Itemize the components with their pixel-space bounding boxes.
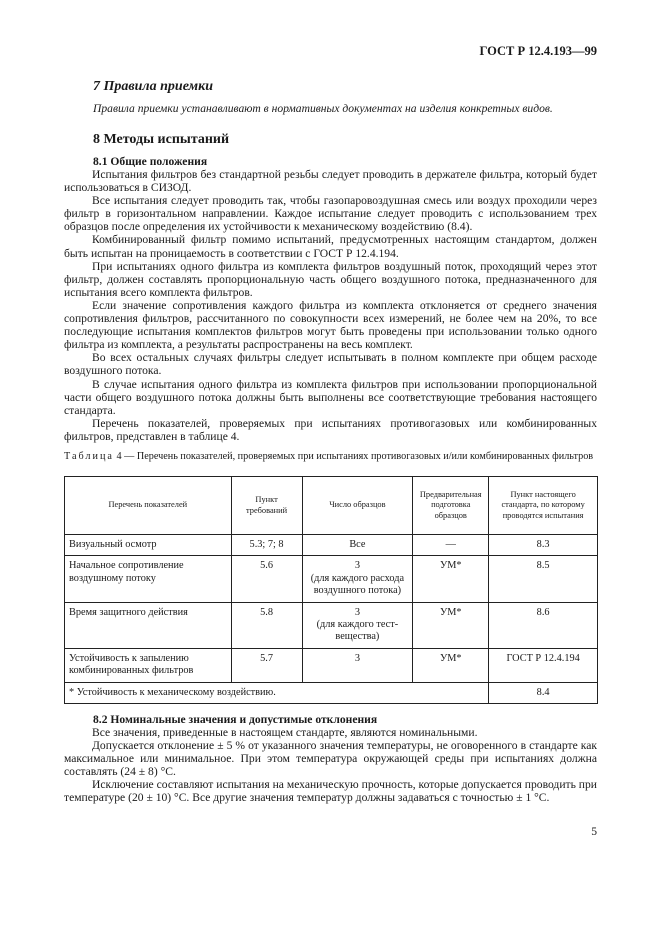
section-7-text: Правила приемки устанавливают в нормативных документах на изделия конкретных видов.	[93, 102, 553, 115]
paragraph: Комбинированный фильтр помимо испытаний, предусмотренных настоящим стандартом, должен быть испытан на проницаемость в соответствии с ГОСТ Р 12.4.194.	[64, 233, 597, 260]
table-4	[64, 476, 598, 704]
table-cell: ГОСТ Р 12.4.194	[489, 648, 598, 682]
paragraph: Исключение составляют испытания на механическую прочность, которые допускается проводить при температуре (20 ± 10) °С. Все другие значения температур должны задаваться с точностью ± 1 °С.	[64, 778, 597, 805]
table-cell: 3	[302, 648, 413, 682]
table-cell: Начальное сопротивление воздушному потоку	[65, 556, 232, 602]
table-row	[65, 535, 598, 556]
table-cell: Устойчивость к запылению комбинированных фильтров	[65, 648, 232, 682]
section-8-1-title: 8.1 Общие положения	[93, 155, 208, 168]
table-footnote-row	[65, 682, 598, 703]
table-cell: 3 (для каждого расхода воздушного потока)	[302, 556, 413, 602]
paragraph: Допускается отклонение ± 5 % от указанного значения температуры, не оговоренного в стандарте как максимальное или минимальное. При этом температура окружающей среды при испытаниях должна составлять (24 ± 8) °С.	[64, 739, 597, 779]
table-cell: Все	[302, 535, 413, 556]
table-cell: —	[413, 535, 489, 556]
section-8-2-title: 8.2 Номинальные значения и допустимые отклонения	[93, 713, 378, 726]
table-cell: 5.3; 7; 8	[231, 535, 302, 556]
table-cell: 8.3	[489, 535, 598, 556]
table-cell: УМ*	[413, 602, 489, 648]
table-row	[65, 648, 598, 682]
table-cell: 5.7	[231, 648, 302, 682]
table-cell: УМ*	[413, 556, 489, 602]
table-caption-label: Таблица	[64, 451, 114, 462]
section-8-title: 8 Методы испытаний	[93, 132, 230, 147]
table-cell: 8.5	[489, 556, 598, 602]
table-cell: 3 (для каждого тест-вещества)	[302, 602, 413, 648]
section-8-2-body	[64, 726, 597, 805]
table-cell: УМ*	[413, 648, 489, 682]
table-footnote: * Устойчивость к механическому воздействию.	[65, 682, 489, 703]
page-number: 5	[591, 825, 597, 838]
paragraph: Все испытания следует проводить так, чтобы газопаровоздушная смесь или воздух проходили через фильтр в горизонтальном направлении. Каждое испытание следует проводить с использованием трех образцов после определения их устойчивости к механическому воздействию (8.4).	[64, 194, 597, 234]
table-cell: 5.8	[231, 602, 302, 648]
table-row	[65, 602, 598, 648]
table-header-cell: Перечень показателей	[65, 477, 232, 535]
table-cell: Визуальный осмотр	[65, 535, 232, 556]
section-8-1-body	[64, 168, 597, 443]
section-7-title: 7 Правила приемки	[93, 79, 214, 94]
paragraph: В случае испытания одного фильтра из комплекта фильтров при использовании пропорциональной части общего воздушного потока должны быть выполнены все соответствующие требования настоящего стандарта.	[64, 377, 597, 417]
paragraph: Во всех остальных случаях фильтры следует испытывать в полном комплекте при общем расходе воздушного потока.	[64, 351, 597, 378]
paragraph: Все значения, приведенные в настоящем стандарте, являются номинальными.	[92, 726, 478, 739]
table-cell: 8.6	[489, 602, 598, 648]
table-header-cell: Пункт требований	[231, 477, 302, 535]
table-cell: Время защитного действия	[65, 602, 232, 648]
table-header-row	[65, 477, 598, 535]
paragraph: Перечень показателей, проверяемых при испытаниях противогазовых или комбинированных фильтров, представлен в таблице 4.	[64, 416, 597, 443]
table-caption-text: 4 — Перечень показателей, проверяемых при испытаниях противогазовых и/или комбинированных фильтров	[113, 451, 594, 462]
table-footnote-ref: 8.4	[489, 682, 598, 703]
table-header-cell: Предварительная подготовка образцов	[413, 477, 489, 535]
paragraph: Если значение сопротивления каждого фильтра из комплекта отклоняется от среднего значения сопротивления фильтров, рассчитанного по совокупности всех измерений, не более чем на 20%, то все последующие испытания комплектов фильтров могут быть проведены при использовании только одного фильтра из комплекта, а результаты распространены на весь комплект.	[64, 298, 597, 352]
table-header-cell: Пункт настоящего стандарта, по которому проводятся испытания	[489, 477, 598, 535]
paragraph: Испытания фильтров без стандартной резьбы следует проводить в держателе фильтра, который будет использоваться в СИЗОД.	[64, 168, 597, 195]
standard-header: ГОСТ Р 12.4.193—99	[479, 44, 597, 58]
table-cell: 5.6	[231, 556, 302, 602]
table-row	[65, 556, 598, 602]
table-header-cell: Число образцов	[302, 477, 413, 535]
table-caption	[64, 451, 597, 463]
paragraph: При испытаниях одного фильтра из комплекта фильтров воздушный поток, проходящий через этот фильтр, должен составлять пропорциональную часть общего воздушного потока, предназначенного для испытания всего комплекта фильтров.	[64, 259, 597, 299]
